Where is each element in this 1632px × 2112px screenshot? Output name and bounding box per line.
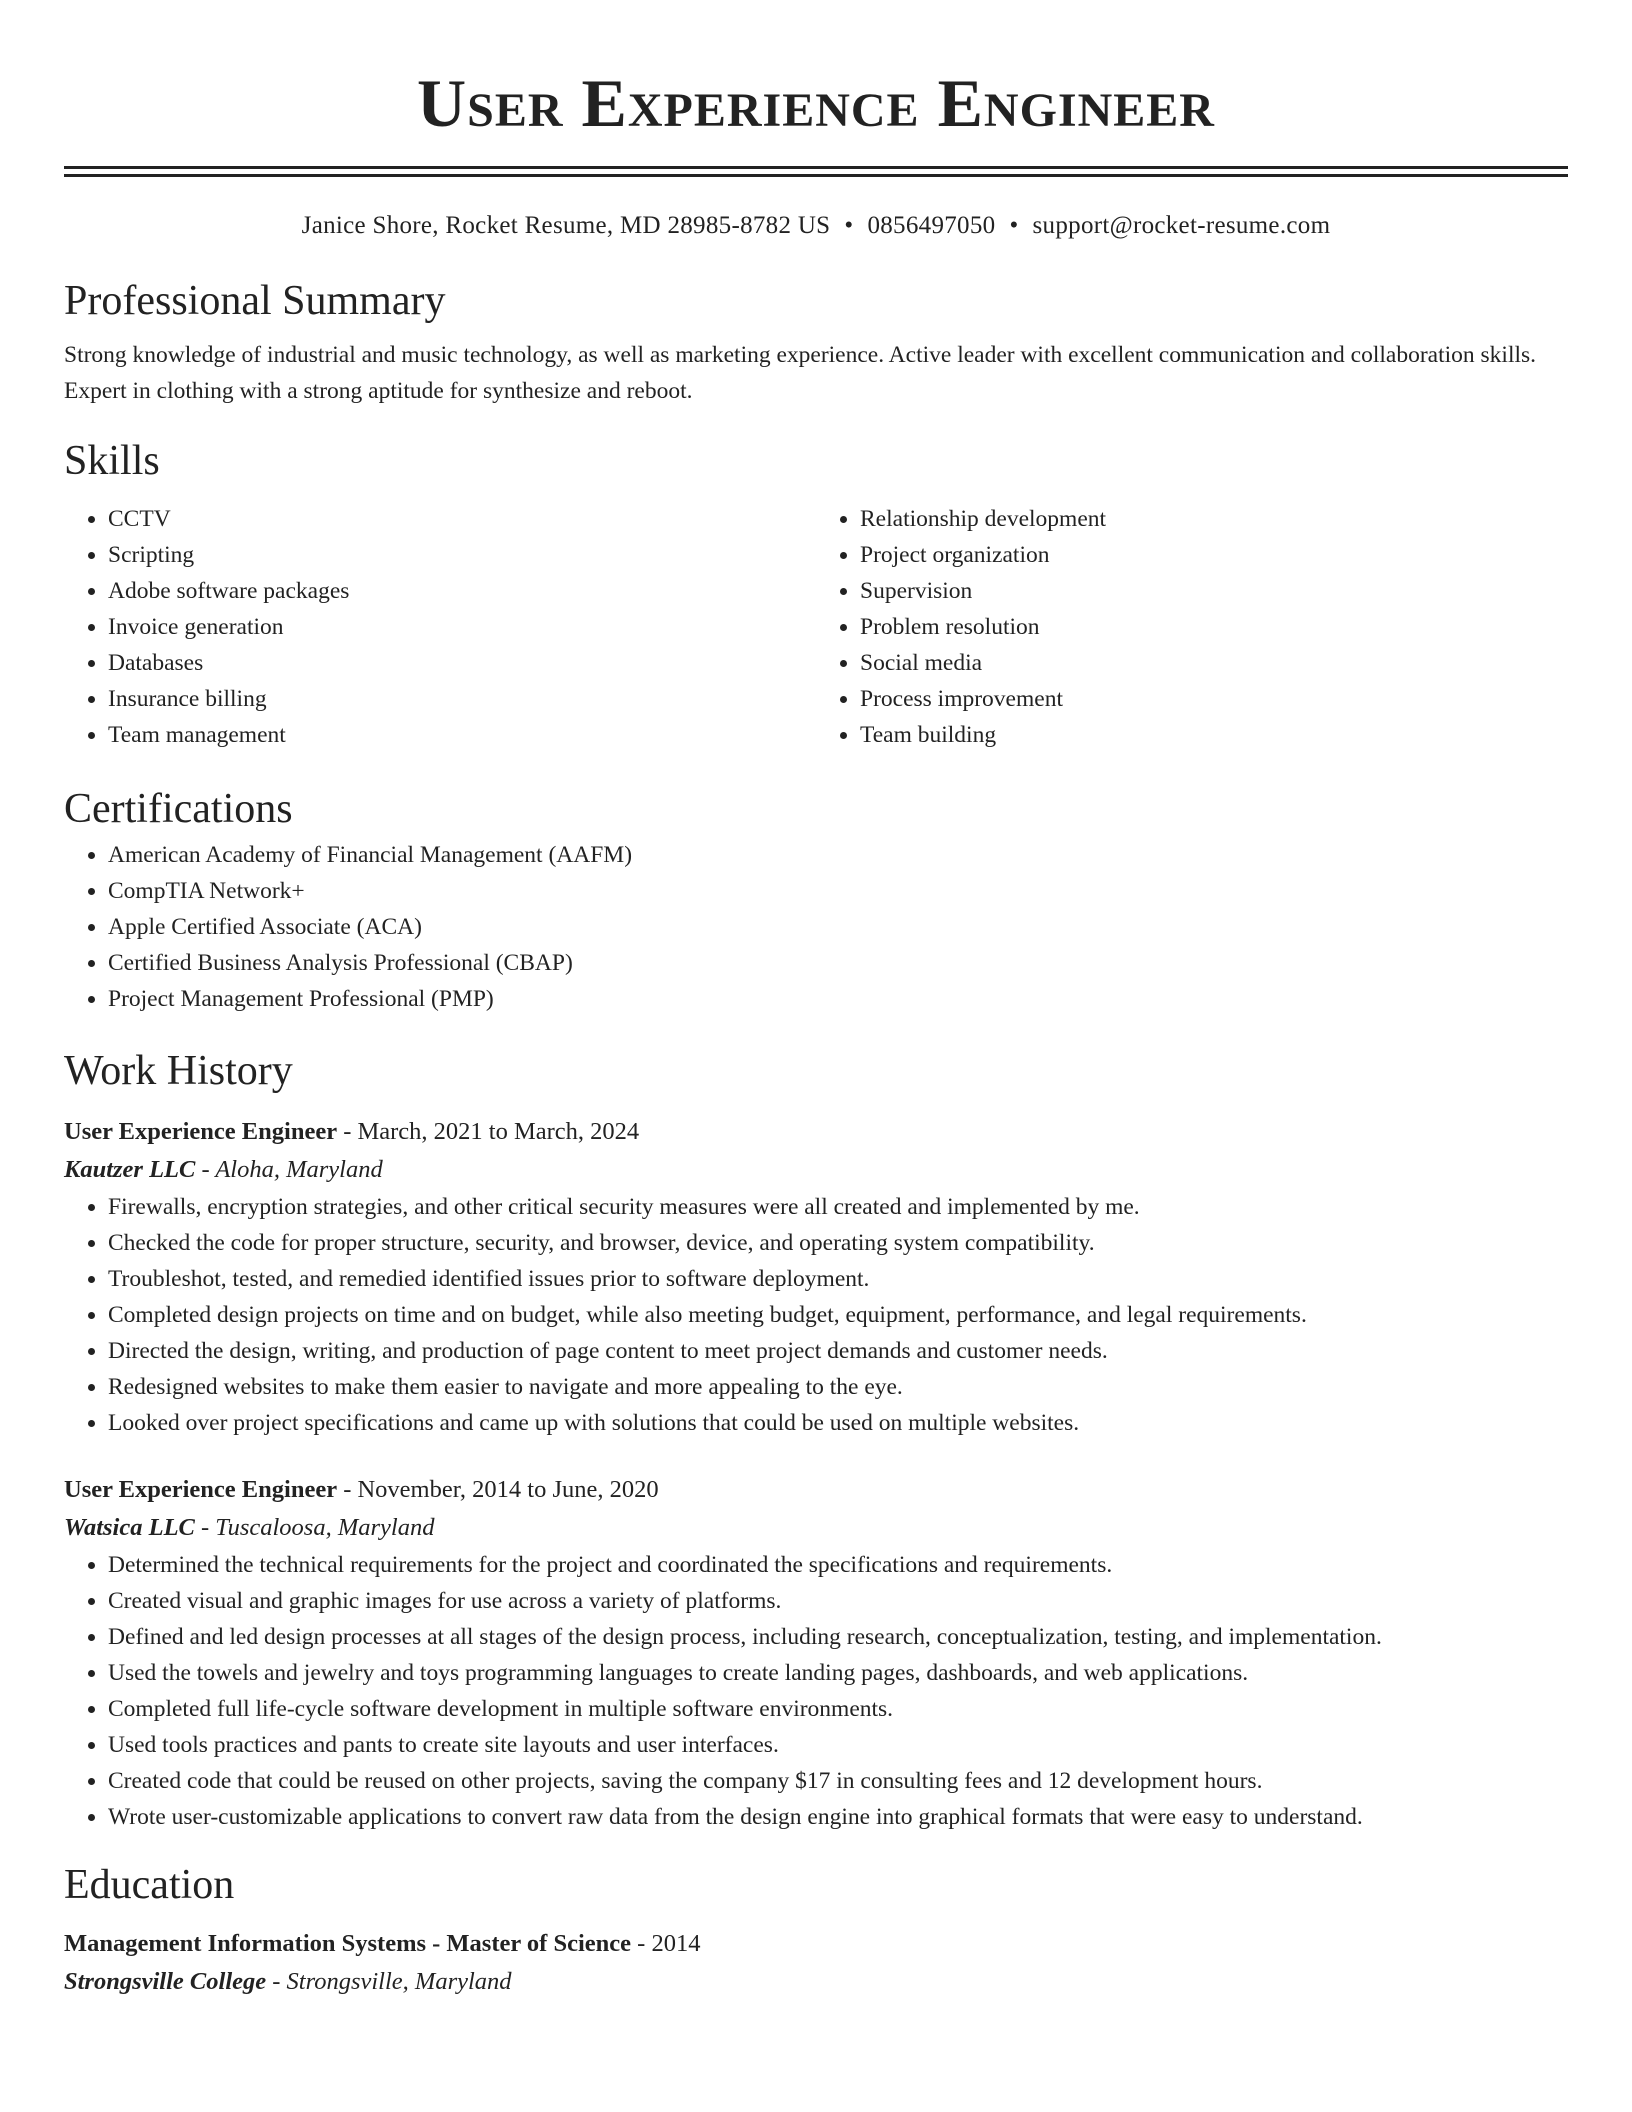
education-section <box>64 1857 1568 2001</box>
job-location: - Tuscaloosa, Maryland <box>194 1514 435 1541</box>
certification-item: • Certified Business Analysis Professional (CBAP) <box>108 945 1568 981</box>
skills-column-right <box>816 501 1568 753</box>
skill-item: • Process improvement <box>860 681 1568 717</box>
job-dates: - March, 2021 to March, 2024 <box>337 1118 640 1145</box>
contact-line <box>64 209 1568 243</box>
job-bullets <box>64 1547 1568 1835</box>
skill-item: • Supervision <box>860 573 1568 609</box>
section-heading-work-history: Work History <box>64 1048 293 1094</box>
certification-item: • CompTIA Network+ <box>108 873 1568 909</box>
skills-section <box>64 433 1568 753</box>
job-dates: - November, 2014 to June, 2020 <box>337 1476 659 1503</box>
skills-column-left <box>64 501 816 753</box>
education-degree: Management Information Systems - Master of Science <box>64 1930 632 1957</box>
skill-item: • Project organization <box>860 537 1568 573</box>
education-year: - 2014 <box>631 1930 701 1957</box>
skill-item: • Insurance billing <box>108 681 816 717</box>
title-double-rule <box>64 166 1568 177</box>
job-location: - Aloha, Maryland <box>195 1156 383 1183</box>
job-bullet: • Created code that could be reused on other projects, saving the company $17 in consulting fees and 12 development hours. <box>108 1763 1568 1799</box>
skill-item: • Social media <box>860 645 1568 681</box>
contact-separator: • <box>844 212 854 239</box>
job-title: User Experience Engineer <box>64 1118 338 1145</box>
section-heading-skills: Skills <box>64 438 160 484</box>
certification-item: • American Academy of Financial Management (AAFM) <box>108 837 1568 873</box>
certifications-list <box>64 837 1568 1017</box>
job-bullet: • Firewalls, encryption strategies, and other critical security measures were all created and implemented by me. <box>108 1189 1568 1225</box>
job-title-line <box>64 1113 1568 1151</box>
job-bullet: • Created visual and graphic images for use across a variety of platforms. <box>108 1583 1568 1619</box>
section-heading-certifications: Certifications <box>64 786 293 832</box>
summary-text: Strong knowledge of industrial and music technology, as well as marketing experience. Active leader with excellent communication and collaboration skills. Expert in clothing with a strong aptitude for synthesize and reboot. <box>64 342 1537 404</box>
job-bullet: • Wrote user-customizable applications to convert raw data from the design engine into graphical formats that were easy to understand. <box>108 1799 1568 1835</box>
section-heading-education: Education <box>64 1862 235 1908</box>
education-school: Strongsville College <box>64 1968 267 1995</box>
professional-summary-section <box>64 273 1568 409</box>
skill-item: • Team building <box>860 717 1568 753</box>
contact-address: Janice Shore, Rocket Resume, MD 28985-8782 US <box>301 212 831 239</box>
job-bullet: • Used tools practices and pants to create site layouts and user interfaces. <box>108 1727 1568 1763</box>
skill-item: • Team management <box>108 717 816 753</box>
skill-item: • Databases <box>108 645 816 681</box>
job-bullet: • Completed full life-cycle software development in multiple software environments. <box>108 1691 1568 1727</box>
job-bullet: • Troubleshot, tested, and remedied identified issues prior to software deployment. <box>108 1261 1568 1297</box>
skills-grid <box>64 501 1568 753</box>
certification-item: • Project Management Professional (PMP) <box>108 981 1568 1017</box>
education-school-line <box>64 1963 1568 2001</box>
resume-title: User Experience Engineer <box>417 65 1215 141</box>
job-company-line <box>64 1151 1568 1189</box>
contact-email: support@rocket-resume.com <box>1032 212 1331 239</box>
skill-item: • CCTV <box>108 501 816 537</box>
job-bullet: • Checked the code for proper structure, security, and browser, device, and operating system compatibility. <box>108 1225 1568 1261</box>
job-title-line <box>64 1471 1568 1509</box>
job-entry <box>64 1471 1568 1835</box>
job-bullet: • Redesigned websites to make them easier to navigate and more appealing to the eye. <box>108 1369 1568 1405</box>
work-history-section <box>64 1043 1568 1835</box>
skill-item: • Relationship development <box>860 501 1568 537</box>
job-title: User Experience Engineer <box>64 1476 338 1503</box>
education-location: - Strongsville, Maryland <box>266 1968 512 1995</box>
education-degree-line <box>64 1925 1568 1963</box>
section-heading-summary: Professional Summary <box>64 278 446 324</box>
job-company-line <box>64 1509 1568 1547</box>
job-company: Watsica LLC <box>64 1514 195 1541</box>
skill-item: • Scripting <box>108 537 816 573</box>
job-entry <box>64 1113 1568 1441</box>
skills-list-left <box>64 501 816 753</box>
skill-item: • Invoice generation <box>108 609 816 645</box>
job-bullets <box>64 1189 1568 1441</box>
job-bullet: • Determined the technical requirements for the project and coordinated the specifications and requirements. <box>108 1547 1568 1583</box>
skill-item: • Problem resolution <box>860 609 1568 645</box>
certifications-section <box>64 781 1568 1017</box>
contact-phone: 0856497050 <box>867 212 996 239</box>
job-bullet: • Defined and led design processes at all stages of the design process, including research, conceptualization, testing, and implementation. <box>108 1619 1568 1655</box>
job-bullet: • Looked over project specifications and came up with solutions that could be used on multiple websites. <box>108 1405 1568 1441</box>
job-bullet: • Directed the design, writing, and production of page content to meet project demands and customer needs. <box>108 1333 1568 1369</box>
skill-item: • Adobe software packages <box>108 573 816 609</box>
job-company: Kautzer LLC <box>64 1156 196 1183</box>
job-bullet: • Used the towels and jewelry and toys programming languages to create landing pages, dashboards, and web applications. <box>108 1655 1568 1691</box>
skills-list-right <box>816 501 1568 753</box>
job-bullet: • Completed design projects on time and on budget, while also meeting budget, equipment, performance, and legal requirements. <box>108 1297 1568 1333</box>
education-entry <box>64 1925 1568 2001</box>
certification-item: • Apple Certified Associate (ACA) <box>108 909 1568 945</box>
contact-separator: • <box>1009 212 1019 239</box>
